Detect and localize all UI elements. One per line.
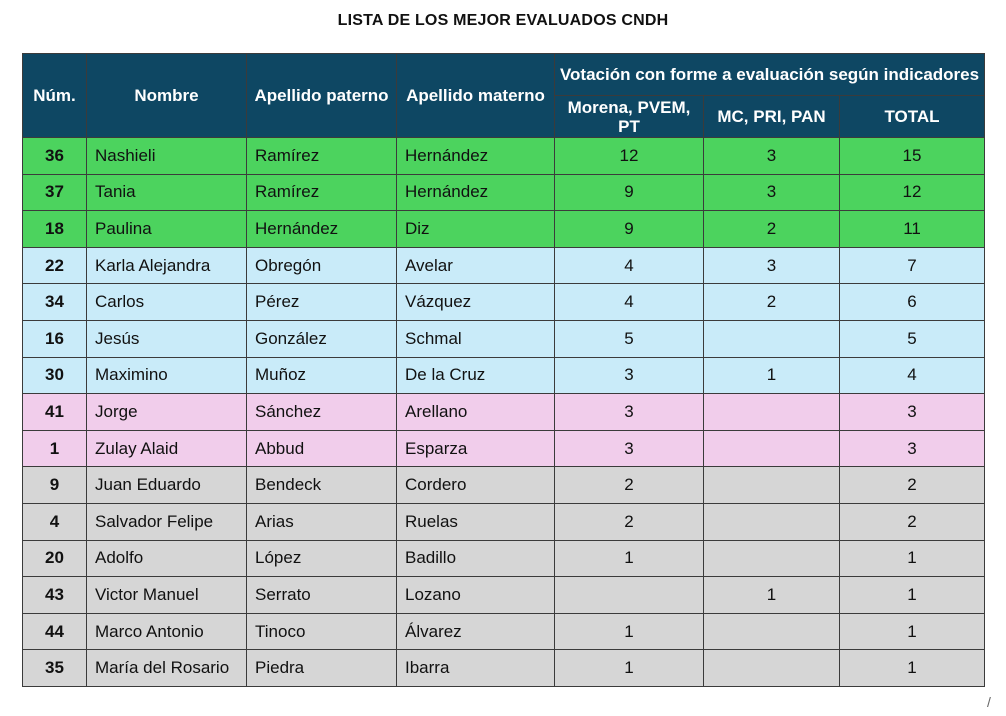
cell-num: 20 <box>23 540 87 577</box>
cell-apellido-paterno: Ramírez <box>247 174 397 211</box>
cell-nombre: María del Rosario <box>87 650 247 687</box>
page-title: LISTA DE LOS MEJOR EVALUADOS CNDH <box>337 12 669 29</box>
cell-mc-pri-pan: 1 <box>704 577 840 614</box>
table-row <box>23 467 985 504</box>
cell-apellido-materno: Hernández <box>397 138 555 175</box>
footer-mark: / <box>987 694 991 710</box>
cell-num: 22 <box>23 247 87 284</box>
cell-mc-pri-pan: 3 <box>704 174 840 211</box>
cell-apellido-paterno: Obregón <box>247 247 397 284</box>
table-row <box>23 430 985 467</box>
cell-apellido-paterno: Bendeck <box>247 467 397 504</box>
cell-apellido-paterno: Muñoz <box>247 357 397 394</box>
cell-nombre: Karla Alejandra <box>87 247 247 284</box>
cell-mc-pri-pan <box>704 613 840 650</box>
cell-apellido-materno: Cordero <box>397 467 555 504</box>
cell-apellido-paterno: Tinoco <box>247 613 397 650</box>
cell-morena-pvem-pt: 3 <box>555 357 704 394</box>
cell-num: 37 <box>23 174 87 211</box>
header-morena-pvem-pt: Morena, PVEM, PT <box>555 96 704 138</box>
cell-nombre: Adolfo <box>87 540 247 577</box>
cell-total: 2 <box>840 503 985 540</box>
header-apellido-materno: Apellido materno <box>397 54 555 138</box>
cell-nombre: Carlos <box>87 284 247 321</box>
cell-mc-pri-pan: 3 <box>704 138 840 175</box>
cell-num: 36 <box>23 138 87 175</box>
cell-morena-pvem-pt: 1 <box>555 650 704 687</box>
cell-nombre: Jorge <box>87 394 247 431</box>
cell-apellido-materno: Arellano <box>397 394 555 431</box>
cell-apellido-materno: De la Cruz <box>397 357 555 394</box>
cell-mc-pri-pan <box>704 467 840 504</box>
cell-total: 15 <box>840 138 985 175</box>
cell-apellido-materno: Badillo <box>397 540 555 577</box>
cell-num: 16 <box>23 320 87 357</box>
cell-apellido-materno: Esparza <box>397 430 555 467</box>
cell-num: 30 <box>23 357 87 394</box>
cell-num: 18 <box>23 211 87 248</box>
cell-morena-pvem-pt: 2 <box>555 503 704 540</box>
header-nombre: Nombre <box>87 54 247 138</box>
table-row <box>23 394 985 431</box>
cell-nombre: Tania <box>87 174 247 211</box>
cell-num: 1 <box>23 430 87 467</box>
cell-apellido-paterno: López <box>247 540 397 577</box>
header-total: TOTAL <box>840 96 985 138</box>
cell-apellido-materno: Schmal <box>397 320 555 357</box>
cell-mc-pri-pan <box>704 540 840 577</box>
cell-apellido-paterno: Abbud <box>247 430 397 467</box>
cell-morena-pvem-pt: 1 <box>555 613 704 650</box>
cell-apellido-materno: Álvarez <box>397 613 555 650</box>
cell-nombre: Marco Antonio <box>87 613 247 650</box>
cell-num: 4 <box>23 503 87 540</box>
cell-nombre: Juan Eduardo <box>87 467 247 504</box>
cell-apellido-paterno: González <box>247 320 397 357</box>
table-row <box>23 540 985 577</box>
cell-total: 5 <box>840 320 985 357</box>
cell-num: 34 <box>23 284 87 321</box>
cell-apellido-materno: Hernández <box>397 174 555 211</box>
cell-apellido-materno: Avelar <box>397 247 555 284</box>
cell-total: 3 <box>840 430 985 467</box>
cell-total: 1 <box>840 577 985 614</box>
table-row <box>23 320 985 357</box>
cell-nombre: Maximino <box>87 357 247 394</box>
table-row <box>23 211 985 248</box>
cell-morena-pvem-pt: 9 <box>555 174 704 211</box>
cell-apellido-materno: Lozano <box>397 577 555 614</box>
cell-mc-pri-pan: 2 <box>704 211 840 248</box>
cell-num: 9 <box>23 467 87 504</box>
cell-morena-pvem-pt: 4 <box>555 247 704 284</box>
table-row <box>23 577 985 614</box>
cell-nombre: Jesús <box>87 320 247 357</box>
cell-apellido-materno: Diz <box>397 211 555 248</box>
table-row <box>23 138 985 175</box>
cell-mc-pri-pan: 1 <box>704 357 840 394</box>
cell-total: 7 <box>840 247 985 284</box>
cell-nombre: Paulina <box>87 211 247 248</box>
cell-apellido-paterno: Sánchez <box>247 394 397 431</box>
cell-morena-pvem-pt: 1 <box>555 540 704 577</box>
cell-apellido-paterno: Ramírez <box>247 138 397 175</box>
header-mc-pri-pan: MC, PRI, PAN <box>704 96 840 138</box>
cell-morena-pvem-pt <box>555 577 704 614</box>
cell-morena-pvem-pt: 9 <box>555 211 704 248</box>
cell-mc-pri-pan <box>704 650 840 687</box>
cell-mc-pri-pan: 3 <box>704 247 840 284</box>
cell-apellido-materno: Ruelas <box>397 503 555 540</box>
table-row <box>23 503 985 540</box>
cell-num: 44 <box>23 613 87 650</box>
cell-total: 12 <box>840 174 985 211</box>
cell-apellido-paterno: Piedra <box>247 650 397 687</box>
cell-apellido-paterno: Arias <box>247 503 397 540</box>
table-row <box>23 284 985 321</box>
cell-total: 11 <box>840 211 985 248</box>
table-body <box>23 138 985 687</box>
table-row <box>23 247 985 284</box>
cell-total: 3 <box>840 394 985 431</box>
cell-apellido-paterno: Hernández <box>247 211 397 248</box>
cell-nombre: Victor Manuel <box>87 577 247 614</box>
cell-num: 35 <box>23 650 87 687</box>
cell-total: 1 <box>840 650 985 687</box>
cell-morena-pvem-pt: 3 <box>555 430 704 467</box>
cell-total: 1 <box>840 540 985 577</box>
header-votacion-group: Votación con forme a evaluación según indicadores <box>555 54 985 96</box>
cell-total: 6 <box>840 284 985 321</box>
cell-mc-pri-pan <box>704 503 840 540</box>
cell-total: 4 <box>840 357 985 394</box>
cell-apellido-materno: Vázquez <box>397 284 555 321</box>
cell-mc-pri-pan <box>704 394 840 431</box>
cell-total: 2 <box>840 467 985 504</box>
cell-morena-pvem-pt: 3 <box>555 394 704 431</box>
cell-morena-pvem-pt: 4 <box>555 284 704 321</box>
cell-mc-pri-pan <box>704 430 840 467</box>
table-row <box>23 174 985 211</box>
table-row <box>23 357 985 394</box>
cell-nombre: Salvador Felipe <box>87 503 247 540</box>
table-row <box>23 613 985 650</box>
cell-total: 1 <box>840 613 985 650</box>
cell-mc-pri-pan: 2 <box>704 284 840 321</box>
cell-mc-pri-pan <box>704 320 840 357</box>
cell-morena-pvem-pt: 12 <box>555 138 704 175</box>
cell-apellido-materno: Ibarra <box>397 650 555 687</box>
header-num: Núm. <box>23 54 87 138</box>
header-apellido-paterno: Apellido paterno <box>247 54 397 138</box>
cell-num: 43 <box>23 577 87 614</box>
cell-morena-pvem-pt: 2 <box>555 467 704 504</box>
table-row <box>23 650 985 687</box>
cell-apellido-paterno: Serrato <box>247 577 397 614</box>
cell-nombre: Zulay Alaid <box>87 430 247 467</box>
cell-num: 41 <box>23 394 87 431</box>
cell-apellido-paterno: Pérez <box>247 284 397 321</box>
cell-morena-pvem-pt: 5 <box>555 320 704 357</box>
cell-nombre: Nashieli <box>87 138 247 175</box>
evaluation-table <box>22 53 985 687</box>
